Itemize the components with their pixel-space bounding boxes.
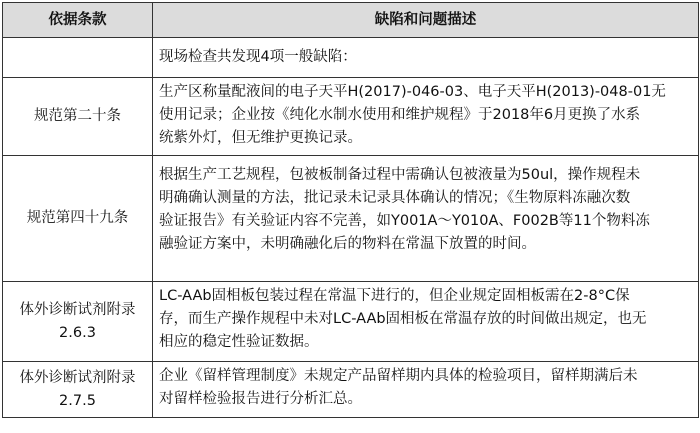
basis-text: 2.7.5 [59,392,96,409]
defects-table [2,2,699,418]
table-header-row [3,3,699,38]
description-line: 统紫外灯，但无维护更换记录。 [159,130,362,146]
intro-basis-cell [3,38,153,78]
intro-text: 现场检查共发现4项一般缺陷： [159,49,357,65]
description-line: 使用记录；企业按《纯化水制水使用和维护规程》于2018年6月更换了水系 [159,107,641,123]
header-description: 缺陷和问题描述 [153,3,699,38]
description-line: 明确确认测量的方法，批记录未记录具体确认的情况；《生物原料冻融次数 [159,190,631,206]
basis-cell [3,282,153,362]
basis-cell [3,156,153,282]
table-row [3,78,699,156]
description-line: 根据生产工艺规程，包被板制备过程中需确认包被液量为50ul，操作规程未 [159,167,641,183]
table-row [3,362,699,418]
basis-text: 2.6.3 [59,324,96,341]
description-line: 相应的稳定性验证数据。 [159,334,319,350]
basis-text: 规范第四十九条 [26,210,129,226]
document-page [2,2,698,418]
basis-cell [3,78,153,156]
table-row [3,156,699,282]
description-cell [153,282,699,362]
intro-cell [153,38,699,78]
description-cell [153,156,699,282]
table-row-intro [3,38,699,78]
description-cell [153,78,699,156]
basis-cell [3,362,153,418]
basis-text: 体外诊断试剂附录 [19,369,136,386]
table-row [3,282,699,362]
description-cell [153,362,699,418]
description-line: 生产区称量配液间的电子天平H(2017)-046-03、电子天平H(2013)-048-01无 [159,84,666,100]
description-line: 企业《留样管理制度》未规定产品留样期内具体的检验项目，留样期满后未 [159,368,638,384]
description-line: 存，而生产操作规程中未对LC-AAb固相板在常温存放的时间做出规定，也无 [159,311,647,327]
description-line: LC-AAb固相板包装过程在常温下进行的，但企业规定固相板需在2-8°C保 [159,288,630,304]
basis-text: 规范第二十条 [34,108,121,124]
header-basis: 依据条款 [3,3,153,38]
description-line: 验证报告》有关验证内容不完善，如Y001A～Y010A、F002B等11个物料冻 [159,213,650,229]
description-line: 融验证方案中，未明确融化后的物料在常温下放置的时间。 [159,236,536,252]
description-line: 对留样检验报告进行分析汇总。 [159,391,362,407]
basis-text: 体外诊断试剂附录 [19,301,136,318]
